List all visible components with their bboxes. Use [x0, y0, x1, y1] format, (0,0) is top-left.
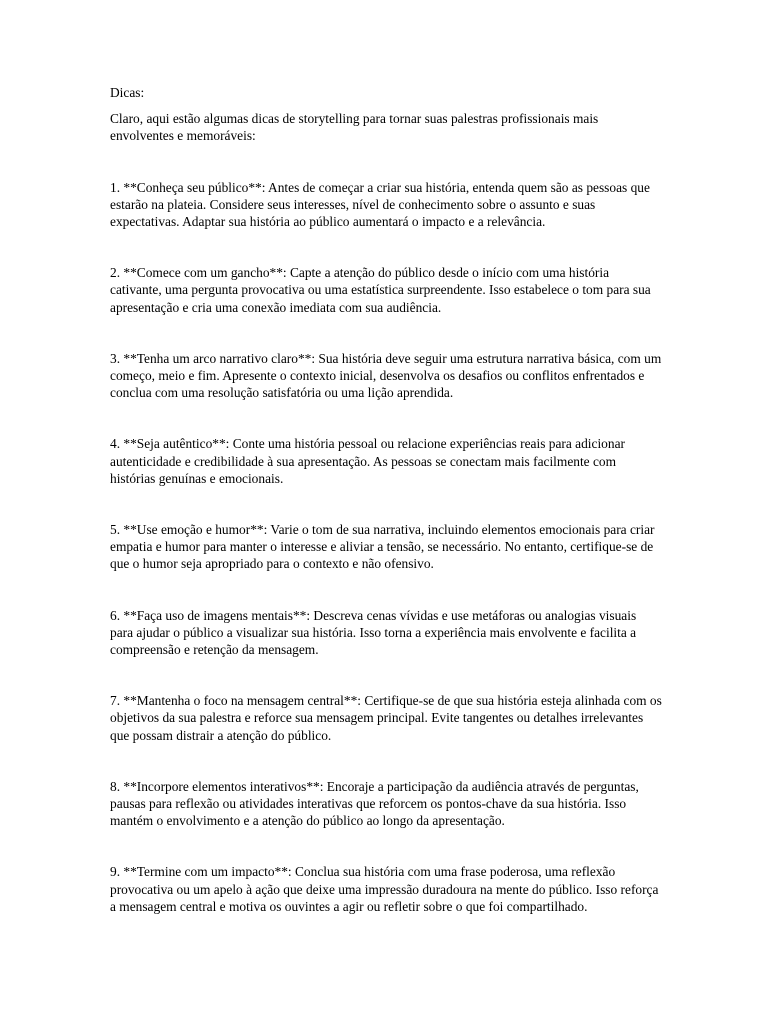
intro-paragraph: Claro, aqui estão algumas dicas de storytelling para tornar suas palestras profissionais mais envolventes e memoráveis:	[110, 111, 599, 144]
tip-paragraph-5: 5. **Use emoção e humor**: Varie o tom de sua narrativa, incluindo elementos emocionais para criar empatia e humor para manter o interesse e aliviar a tensão, se necessário. No entanto, certifique-se de que o humor seja apropriado para o contexto e não ofensivo.	[110, 522, 655, 572]
document-page	[110, 84, 662, 915]
tip-paragraph-8: 8. **Incorpore elementos interativos**: Encoraje a participação da audiência através de perguntas, pausas para reflexão ou atividades interativas que reforcem os pontos-chave da sua história. Isso mantém o envolvimento e a atenção do público ao longo da apresentação.	[110, 778, 639, 829]
tip-paragraph-9: 9. **Termine com um impacto**: Conclua sua história com uma frase poderosa, uma reflexão provocativa ou um apelo à ação que deixe uma impressão duradoura na mente do público. Isso reforça a mensagem central e motiva os ouvintes a agir ou refletir sobre o que foi compartilhado.	[110, 864, 659, 914]
tip-paragraph-1: 1. **Conheça seu público**: Antes de começar a criar sua história, entenda quem são as pessoas que estarão na plateia. Considere seus interesses, nível de conhecimento sobre o assunto e suas expectativas. Adaptar sua história ao público aumentará o impacto e a relevância.	[110, 179, 650, 230]
tip-paragraph-4: 4. **Seja autêntico**: Conte uma história pessoal ou relacione experiências reais para adicionar autenticidade e credibilidade à sua apresentação. As pessoas se conectam mais facilmente com histórias genuínas e emocionais.	[110, 436, 625, 486]
document-heading: Dicas:	[110, 85, 145, 100]
tip-paragraph-2: 2. **Comece com um gancho**: Capte a atenção do público desde o início com uma história cativante, uma pergunta provocativa ou uma estatística surpreendente. Isso estabelece o tom para sua apresentação e cria uma conexão imediata com sua audiência.	[110, 265, 651, 315]
tip-paragraph-3: 3. **Tenha um arco narrativo claro**: Sua história deve seguir uma estrutura narrativa básica, com um começo, meio e fim. Apresente o contexto inicial, desenvolva os desafios ou conflitos enfrentados e conclua com uma resolução satisfatória ou uma lição aprendida.	[110, 350, 662, 401]
tip-paragraph-6: 6. **Faça uso de imagens mentais**: Descreva cenas vívidas e use metáforas ou analogias visuais para ajudar o público a visualizar sua história. Isso torna a experiência mais envolvente e facilita a compreensão e retenção da mensagem.	[110, 607, 637, 658]
tip-paragraph-7: 7. **Mantenha o foco na mensagem central**: Certifique-se de que sua história esteja alinhada com os objetivos da sua palestra e reforce sua mensagem principal. Evite tangentes ou detalhes irrelevantes que possam distrair a atenção do público.	[110, 693, 662, 743]
